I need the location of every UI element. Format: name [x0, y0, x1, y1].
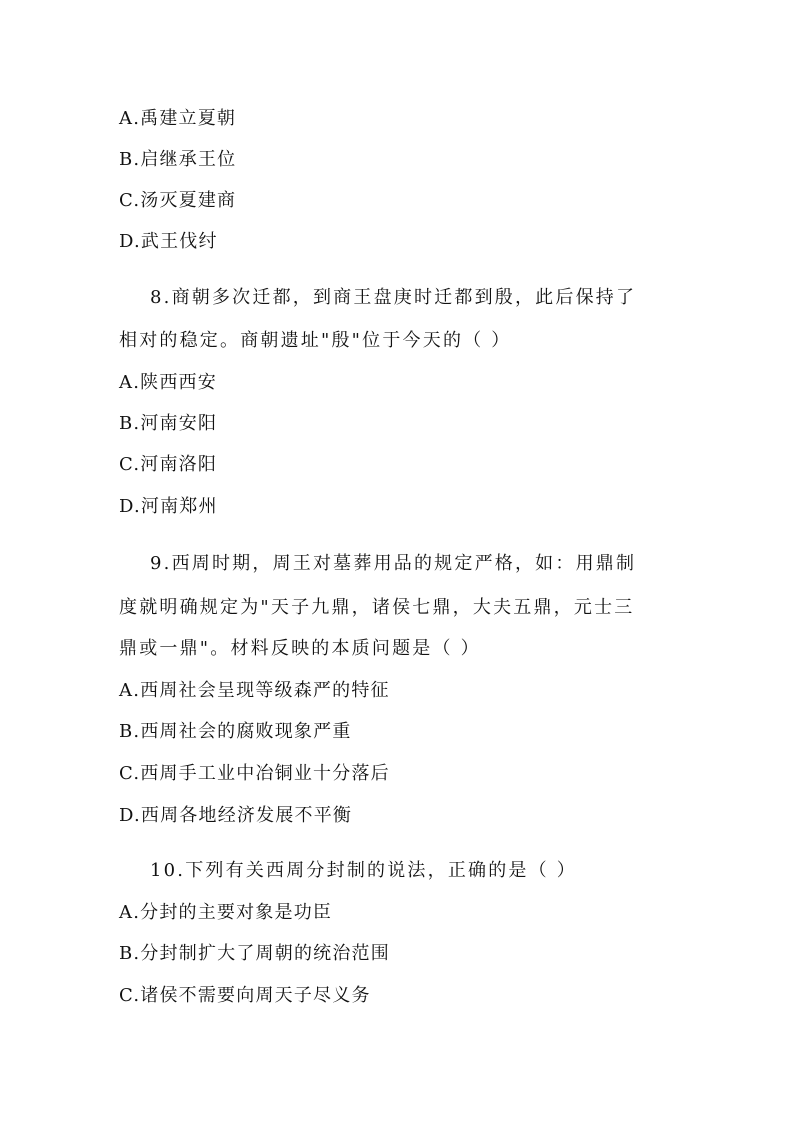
q8-option-d: D.河南郑州 — [119, 496, 218, 517]
q8-stem-line-1: 8.商朝多次迁都，到商王盘庚时迁都到殷，此后保持了 — [150, 287, 637, 308]
q8-stem-line-2: 相对的稳定。商朝遗址"殷"位于今天的（ ） — [119, 330, 512, 351]
q9-stem-line-3: 鼎或一鼎"。材料反映的本质问题是（ ） — [119, 638, 481, 659]
q8-option-a: A.陕西西安 — [119, 372, 217, 393]
q7-option-d: D.武王伐纣 — [119, 231, 218, 252]
q10-stem-line-1: 10.下列有关西周分封制的说法，正确的是（ ） — [150, 860, 577, 881]
q10-option-c: C.诸侯不需要向周天子尽义务 — [119, 985, 371, 1006]
q7-option-a: A.禹建立夏朝 — [119, 108, 237, 129]
q9-stem-line-2: 度就明确规定为"天子九鼎，诸侯七鼎，大夫五鼎，元士三 — [119, 597, 635, 618]
q9-option-d: D.西周各地经济发展不平衡 — [119, 805, 353, 826]
q9-option-c: C.西周手工业中冶铜业十分落后 — [119, 763, 390, 784]
q7-option-c: C.汤灭夏建商 — [119, 190, 237, 211]
q9-option-a: A.西周社会呈现等级森严的特征 — [119, 680, 390, 701]
q10-option-b: B.分封制扩大了周朝的统治范围 — [119, 943, 390, 964]
q8-option-c: C.河南洛阳 — [119, 454, 218, 475]
q9-stem-line-1: 9.西周时期，周王对墓葬用品的规定严格，如：用鼎制 — [150, 553, 637, 574]
q8-option-b: B.河南安阳 — [119, 413, 218, 434]
q10-option-a: A.分封的主要对象是功臣 — [119, 902, 333, 923]
q7-option-b: B.启继承王位 — [119, 149, 237, 170]
q9-option-b: B.西周社会的腐败现象严重 — [119, 721, 352, 742]
